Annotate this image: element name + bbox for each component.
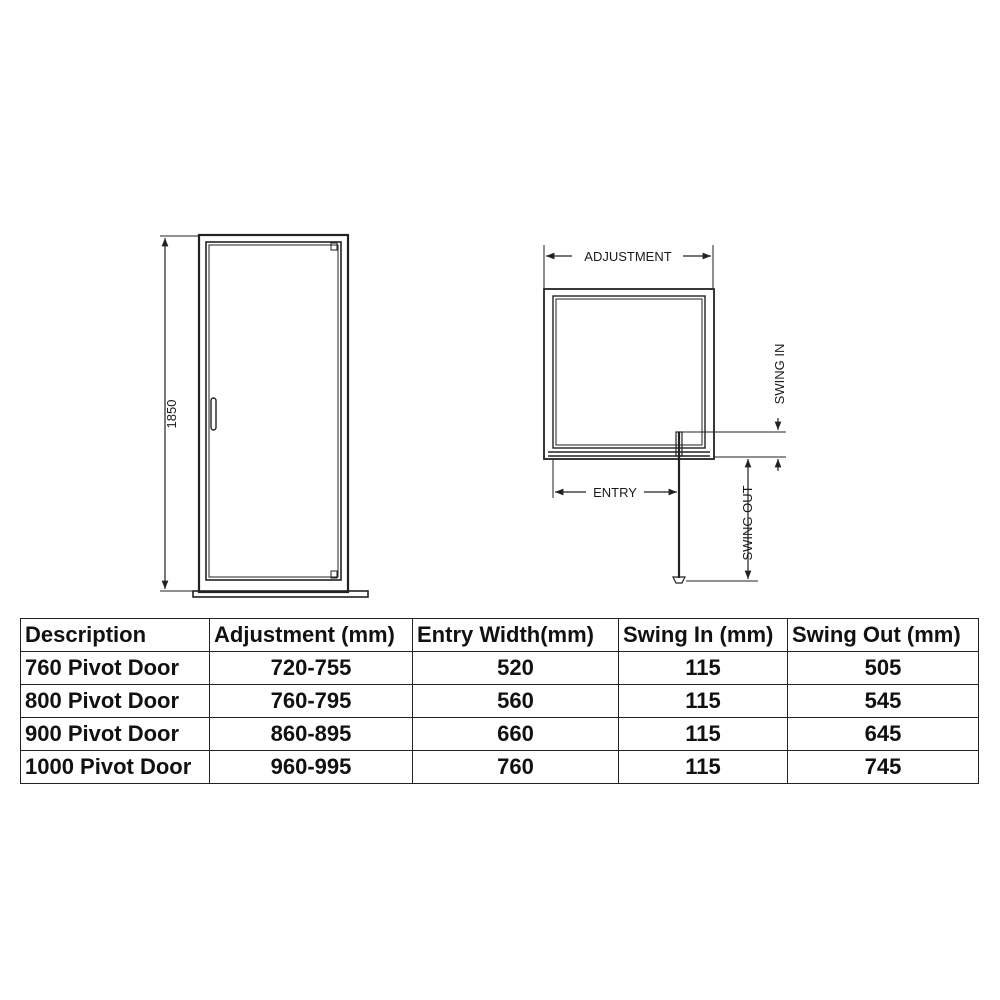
swing-out-label: SWING OUT	[740, 485, 755, 561]
table-header-row	[21, 619, 979, 652]
row-swing-in: 115	[619, 685, 788, 718]
table-row	[21, 718, 979, 751]
enclosure-inner	[553, 296, 705, 448]
entry-label: ENTRY	[593, 485, 637, 500]
door-panel-frame	[206, 242, 341, 580]
door-glass	[209, 245, 338, 577]
row-adjustment: 960-995	[210, 751, 413, 784]
row-description: 760 Pivot Door	[21, 652, 210, 685]
row-adjustment: 760-795	[210, 685, 413, 718]
row-swing-in: 115	[619, 718, 788, 751]
row-entry-width: 520	[413, 652, 619, 685]
swing-in-label: SWING IN	[772, 343, 787, 405]
row-description: 800 Pivot Door	[21, 685, 210, 718]
header-entry-width: Entry Width(mm)	[413, 619, 619, 652]
row-adjustment: 860-895	[210, 718, 413, 751]
row-description: 900 Pivot Door	[21, 718, 210, 751]
row-entry-width: 760	[413, 751, 619, 784]
row-swing-out: 545	[788, 685, 979, 718]
row-adjustment: 720-755	[210, 652, 413, 685]
header-swing-out: Swing Out (mm)	[788, 619, 979, 652]
table-row	[21, 685, 979, 718]
table-row	[21, 652, 979, 685]
row-swing-out: 505	[788, 652, 979, 685]
height-label: 1850	[164, 399, 179, 429]
header-adjustment: Adjustment (mm)	[210, 619, 413, 652]
table-row	[21, 751, 979, 784]
row-swing-out: 745	[788, 751, 979, 784]
door-outer-frame	[199, 235, 348, 592]
adjustment-label: ADJUSTMENT	[584, 249, 672, 264]
header-description: Description	[21, 619, 210, 652]
row-entry-width: 560	[413, 685, 619, 718]
top-hinge	[331, 243, 337, 250]
specification-table	[20, 618, 979, 784]
door-handle	[211, 398, 216, 430]
front-elevation	[160, 235, 368, 597]
header-swing-in: Swing In (mm)	[619, 619, 788, 652]
row-entry-width: 660	[413, 718, 619, 751]
row-swing-out: 645	[788, 718, 979, 751]
row-swing-in: 115	[619, 652, 788, 685]
row-swing-in: 115	[619, 751, 788, 784]
row-description: 1000 Pivot Door	[21, 751, 210, 784]
enclosure-outer	[544, 289, 714, 459]
enclosure-inner-line	[556, 299, 702, 445]
